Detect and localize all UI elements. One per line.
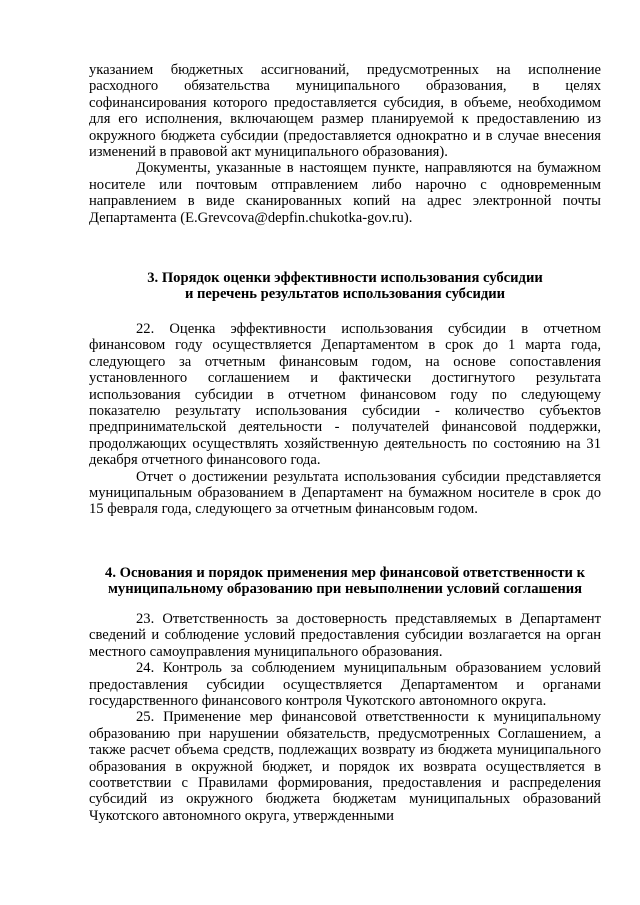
paragraph-documents: Документы, указанные в настоящем пункте, направляются на бумажном носителе или почтовым отправлением либо нарочно с одновременным направлением в виде сканированных копий на адрес электронной почты Департамента (E.Grevcova@depfin.chukotka-gov.ru). — [89, 160, 601, 226]
section-3-title-line1: 3. Порядок оценки эффективности использования субсидии — [147, 270, 543, 286]
section-4-title-line1: 4. Основания и порядок применения мер финансовой ответственности к — [105, 565, 585, 581]
section-4-title-line2: муниципальному образованию при невыполнении условий соглашения — [107, 581, 583, 598]
paragraph-intro: указанием бюджетных ассигнований, предусмотренных на исполнение расходного обязательства муниципального образования, в целях софинансирования которого предоставляется субсидия, в объеме, необходимом для его исполнения, включающем размер планируемой к предоставлению из окружного бюджета субсидии (предоставляется однократно и в случае внесения изменений в правовой акт муниципального образования). — [89, 62, 601, 161]
section-3-body — [89, 321, 601, 518]
section-3-heading — [89, 270, 601, 303]
paragraph-report: Отчет о достижении результата использования субсидии представляется муниципальным образованием в Департамент на бумажном носителе в срок до 15 февраля года, следующего за отчетным финансовым годом. — [89, 468, 601, 518]
paragraph-23: 23. Ответственность за достоверность представляемых в Департамент сведений и соблюдение условий предоставления субсидии возлагается на орган местного самоуправления муниципального образования. — [89, 611, 601, 660]
section-3-title-line2: и перечень результатов использования субсидии — [184, 286, 506, 303]
intro-block — [89, 62, 601, 226]
section-4-body — [89, 611, 601, 824]
paragraph-22: 22. Оценка эффективности использования субсидии в отчетном финансовом году осуществляется Департаментом в срок до 1 марта года, следующего за отчетным финансовым годом, на основе сопоставления установленного соглашением и фактически достигнутого результата использования субсидии в отчетном финансовом году по следующему показателю результату использования субсидии - количество субъектов предпринимательской деятельности - получателей финансовой поддержки, продолжающих осуществлять хозяйственную деятельность по состоянию на 31 декабря отчетного финансового года. — [89, 321, 601, 469]
paragraph-25: 25. Применение мер финансовой ответственности к муниципальному образованию при нарушении обязательств, предусмотренных Соглашением, а также расчет объема средств, подлежащих возврату из бюджета муниципального образования в окружной бюджет, и порядок их возврата осуществляется в соответствии с Правилами формирования, предоставления и распределения субсидий из окружного бюджета бюджетам муниципальных образований Чукотского автономного округа, утвержденными — [89, 709, 601, 824]
paragraph-24: 24. Контроль за соблюдением муниципальным образованием условий предоставления субсидии осуществляется Департаментом и органами государственного финансового контроля Чукотского автономного округа. — [89, 660, 601, 710]
section-4-heading — [89, 565, 601, 598]
